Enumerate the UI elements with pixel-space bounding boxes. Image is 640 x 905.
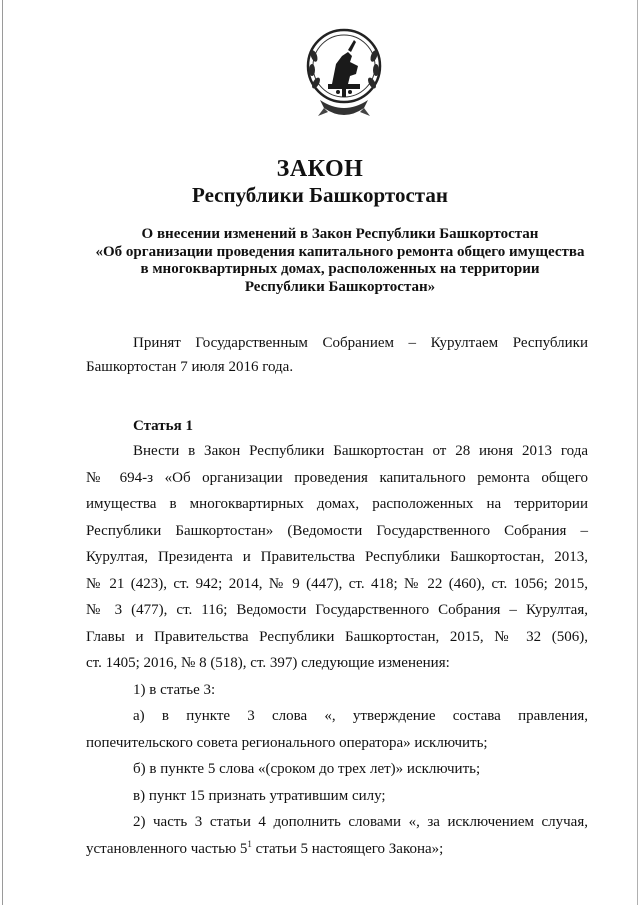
law-name-line: О внесении изменений в Закон Республики Башкортостан xyxy=(141,226,539,242)
adoption-line: Принят Государственным Собранием – Курултаем Республики xyxy=(133,335,588,351)
paragraph-line: Курултая, Президента и Правительства Республики Башкортостан, 2013, xyxy=(86,549,588,565)
paragraph-line: № 3 (477), ст. 116; Ведомости Государственного Собрания – Курултая, xyxy=(86,602,588,618)
list-item-2-cont xyxy=(86,836,588,863)
article-heading: Статья 1 xyxy=(133,418,193,434)
document-type-title: ЗАКОН xyxy=(276,156,364,182)
paragraph-line: № 21 (423), ст. 942; 2014, № 9 (447), ст. 418; № 22 (460), ст. 1056; 2015, xyxy=(86,575,588,592)
list-item-1a: а) в пункте 3 слова «, утверждение состава правления, xyxy=(133,708,588,724)
list-item-1a-cont: попечительского совета регионального оператора» исключить; xyxy=(86,734,488,751)
article-body xyxy=(86,438,588,862)
paragraph-line: Внести в Закон Республики Башкортостан от 28 июня 2013 года xyxy=(133,443,588,459)
text-run: статьи 5 настоящего Закона»; xyxy=(251,840,444,857)
text-run: установленного частью 5 xyxy=(86,840,248,857)
republic-title: Республики Башкортостан xyxy=(192,183,448,207)
adoption-statement xyxy=(86,331,588,379)
paragraph-line: Главы и Правительства Республики Башкортостан, 2015, № 32 (506), xyxy=(86,628,588,645)
scan-edge-right xyxy=(637,0,638,905)
paragraph-line: ст. 1405; 2016, № 8 (518), ст. 397) следующие изменения: xyxy=(86,655,450,671)
law-name-line: «Об организации проведения капитального ремонта общего имущества xyxy=(95,243,585,260)
list-item-2: 2) часть 3 статьи 4 дополнить словами «, за исключением случая, xyxy=(133,814,588,830)
scan-edge-left xyxy=(2,0,3,905)
list-item-1b: б) в пункте 5 слова «(сроком до трех лет)» исключить; xyxy=(133,761,481,777)
list-item-1c: в) пункт 15 признать утратившим силу; xyxy=(133,787,386,804)
law-name-line: в многоквартирных домах, расположенных на территории xyxy=(140,261,540,277)
law-name-line: Республики Башкортостан» xyxy=(244,278,436,295)
adoption-line: Башкортостан 7 июля 2016 года. xyxy=(86,359,294,375)
superscript: 1 xyxy=(247,838,252,849)
law-name xyxy=(70,226,610,296)
paragraph-line: Республики Башкортостан» (Ведомости Государственного Собрания – xyxy=(86,522,588,539)
coat-of-arms-emblem xyxy=(302,26,386,126)
paragraph-line: имущества в многоквартирных домах, расположенных на территории xyxy=(86,496,588,512)
list-item-1: 1) в статье 3: xyxy=(133,681,216,698)
paragraph-line: № 694-з «Об организации проведения капитального ремонта общего xyxy=(86,469,588,486)
